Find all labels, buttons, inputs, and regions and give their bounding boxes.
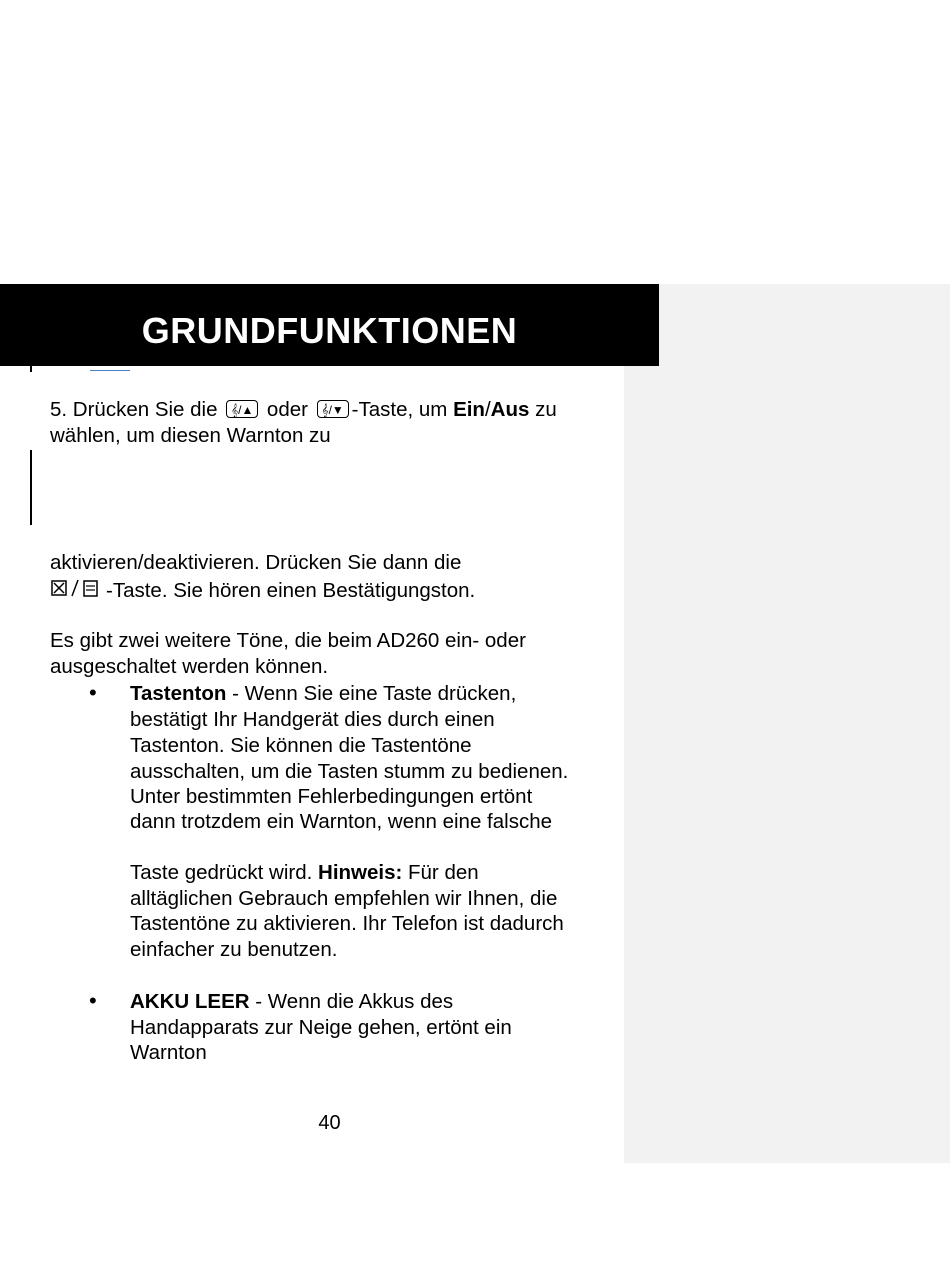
list-item-line: bestätigt Ihr Handgerät dies durch einen [130, 708, 495, 731]
hyperlink-fragment[interactable] [90, 368, 130, 371]
step5-line2: wählen, um diesen Warnton zu [50, 424, 331, 447]
bullet-dot: • [89, 988, 97, 1013]
list-item-line: Tastenton. Sie können die Tastentöne [130, 734, 472, 757]
list-item-line: einfacher zu benutzen. [130, 938, 338, 961]
list-item-line: alltäglichen Gebrauch empfehlen wir Ihnen, die [130, 887, 558, 910]
intro-line1: Es gibt zwei weitere Töne, die beim AD260 ein- oder [50, 629, 526, 652]
step5-line1: 5. Drücken Sie die 𝄞/▲ oder 𝄞/▼ -Taste, um Ein/Aus zu [50, 398, 557, 421]
list-item-line: Taste gedrückt wird. Hinweis: Für den [130, 861, 479, 884]
list-item-line: Warnton [130, 1041, 207, 1064]
list-item-line: dann trotzdem ein Warnton, wenn eine falsche [130, 810, 553, 833]
continuation-line2: -Taste. Sie hören einen Bestätigungston. [50, 578, 475, 604]
continuation-line1: aktivieren/deaktivieren. Drücken Sie dann die [50, 551, 462, 574]
delete-menu-softkey-icon [50, 578, 106, 600]
list-item-line: ausschalten, um die Tasten stumm zu bedienen. [130, 760, 569, 783]
page-title: GRUNDFUNKTIONEN [141, 310, 518, 351]
list-item-line: Unter bestimmten Fehlerbedingungen ertönt [130, 785, 533, 808]
clef-up-key-icon: 𝄞/▲ [226, 400, 258, 418]
list-item: AKKU LEER - Wenn die Akkus des [130, 990, 454, 1013]
side-panel [624, 284, 950, 1163]
revision-bar [30, 450, 32, 525]
note-label: Hinweis: [318, 861, 403, 884]
list-item-line: Handapparats zur Neige gehen, ertönt ein [130, 1016, 512, 1039]
intro-line2: ausgeschaltet werden können. [50, 655, 329, 678]
list-item: Tastenton - Wenn Sie eine Taste drücken, [130, 682, 517, 705]
list-item-line: Tastentöne zu aktivieren. Ihr Telefon ist dadurch [130, 912, 564, 935]
clef-down-key-icon: 𝄞/▼ [317, 400, 349, 418]
page-number: 40 [318, 1112, 341, 1134]
revision-bar [30, 366, 32, 372]
bullet-dot: • [89, 680, 97, 705]
